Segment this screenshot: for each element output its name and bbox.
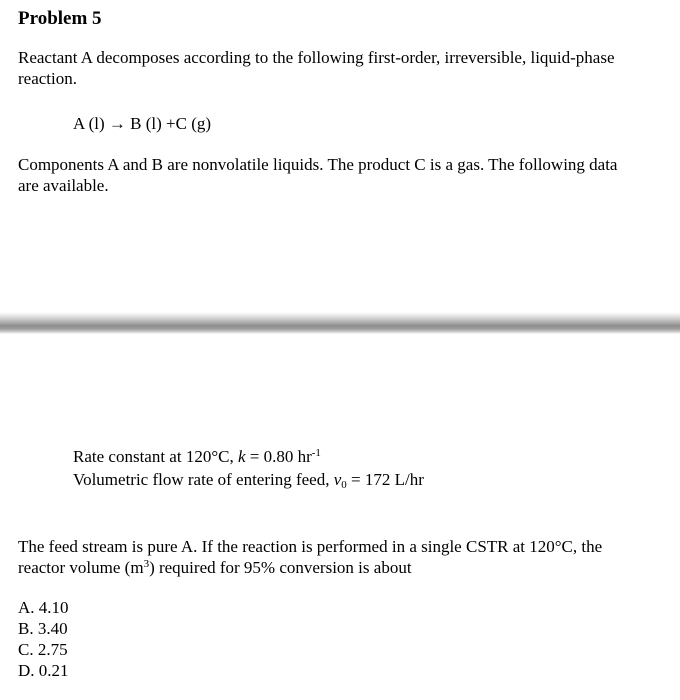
rate-variable: k bbox=[237, 447, 246, 466]
rate-constant-line bbox=[73, 446, 321, 467]
reaction-equation: A (l) → B (l) +C (g) bbox=[73, 114, 212, 133]
components-line-1: Components A and B are nonvolatile liquids. The product C is a gas. The following data bbox=[18, 155, 618, 174]
section-divider bbox=[0, 312, 680, 334]
flow-label: Volumetric flow rate of entering feed, bbox=[73, 470, 330, 489]
question-line-2-end: ) required for 95% conversion is about bbox=[149, 558, 412, 577]
problem-title: Problem 5 bbox=[18, 8, 102, 29]
rate-exponent: -1 bbox=[311, 447, 321, 459]
volume-unit-exponent: 3 bbox=[143, 558, 150, 570]
rate-label: Rate constant at 120°C, bbox=[73, 447, 234, 466]
question-line-2-start: reactor volume (m bbox=[18, 558, 144, 577]
question-line-2 bbox=[18, 557, 680, 578]
flow-value: = 172 L/hr bbox=[346, 470, 424, 489]
rate-value: = 0.80 hr bbox=[245, 447, 312, 466]
components-line-2: are available. bbox=[18, 176, 109, 195]
question-text bbox=[18, 536, 680, 578]
problem-intro bbox=[18, 47, 680, 89]
option-c[interactable]: C. 2.75 bbox=[18, 640, 68, 659]
intro-line-1: Reactant A decomposes according to the following first-order, irreversible, liquid-phase bbox=[18, 48, 615, 67]
flow-variable: v bbox=[333, 470, 342, 489]
question-line-1: The feed stream is pure A. If the reaction is performed in a single CSTR at 120°C, the bbox=[18, 537, 603, 556]
components-description bbox=[18, 154, 680, 196]
option-d[interactable]: D. 0.21 bbox=[18, 661, 69, 680]
option-a[interactable]: A. 4.10 bbox=[18, 598, 69, 617]
intro-line-2: reaction. bbox=[18, 69, 77, 88]
option-b[interactable]: B. 3.40 bbox=[18, 619, 68, 638]
flow-subscript: 0 bbox=[341, 479, 347, 491]
flow-rate-line bbox=[73, 469, 424, 490]
